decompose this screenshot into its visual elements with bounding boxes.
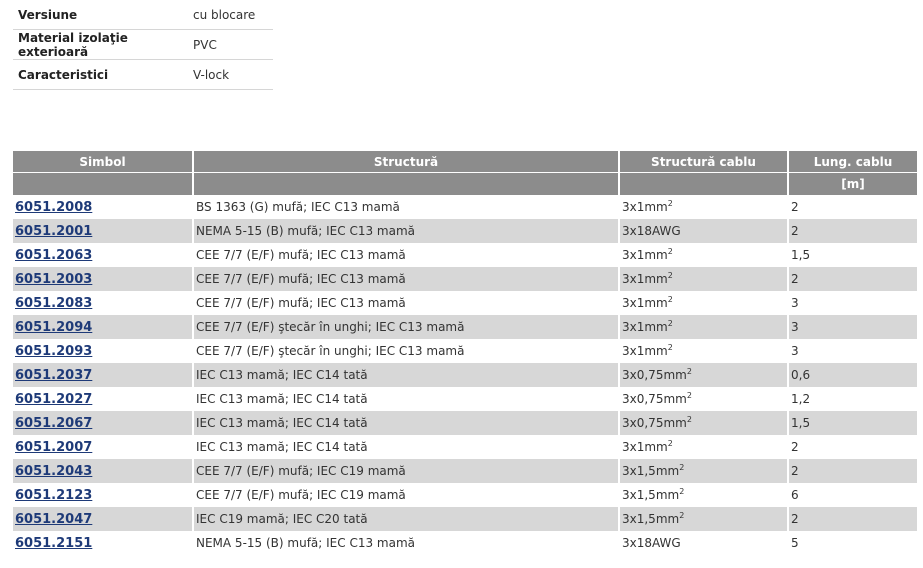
product-symbol-link[interactable]: 6051.2043: [15, 463, 93, 479]
cell-symbol: [13, 363, 193, 387]
header-cable-structure[interactable]: Structură cablu: [619, 151, 788, 173]
cell-cable-length: 6: [788, 483, 917, 507]
product-symbol-link[interactable]: 6051.2001: [15, 223, 93, 239]
product-symbol-link[interactable]: 6051.2123: [15, 487, 93, 503]
cell-symbol: [13, 315, 193, 339]
cable-value: 3x1,5mm: [622, 488, 680, 502]
cell-cable-structure: [619, 267, 788, 291]
product-symbol-link[interactable]: 6051.2067: [15, 415, 93, 431]
cell-cable-length: 1,5: [788, 243, 917, 267]
product-symbol-link[interactable]: 6051.2037: [15, 367, 93, 383]
cell-structure: NEMA 5-15 (B) mufă; IEC C13 mamă: [193, 531, 619, 555]
property-label: Caracteristici: [18, 67, 109, 82]
cable-unit-exponent: 2: [667, 343, 673, 352]
cell-symbol: [13, 243, 193, 267]
cell-cable-structure: [619, 339, 788, 363]
table-row: [13, 459, 917, 483]
cell-cable-length: 1,2: [788, 387, 917, 411]
cell-symbol: [13, 507, 193, 531]
cable-unit-exponent: 2: [686, 415, 692, 424]
header-cable-length[interactable]: Lung. cablu: [788, 151, 917, 173]
cable-unit-exponent: 2: [686, 391, 692, 400]
product-symbol-link[interactable]: 6051.2027: [15, 391, 93, 407]
cell-symbol: [13, 339, 193, 363]
cable-value: 3x0,75mm: [622, 392, 687, 406]
cell-cable-length: 2: [788, 435, 917, 459]
cell-cable-length: 2: [788, 219, 917, 243]
cable-value: 3x18AWG: [622, 224, 681, 238]
product-properties: [13, 0, 273, 90]
cell-structure: CEE 7/7 (E/F) mufă; IEC C13 mamă: [193, 267, 619, 291]
property-label: Versiune: [18, 7, 78, 22]
property-value: PVC: [193, 37, 217, 52]
product-symbol-link[interactable]: 6051.2094: [15, 319, 93, 335]
cable-value: 3x1mm: [622, 248, 668, 262]
cell-cable-structure: [619, 459, 788, 483]
cable-value: 3x1mm: [622, 200, 668, 214]
property-row-version: [13, 0, 273, 30]
product-table: [13, 151, 917, 555]
property-label: Material izolaţie exterioară: [18, 30, 128, 59]
cable-value: 3x18AWG: [622, 536, 681, 550]
cable-value: 3x0,75mm: [622, 368, 687, 382]
product-symbol-link[interactable]: 6051.2047: [15, 511, 93, 527]
cable-value: 3x1mm: [622, 296, 668, 310]
cell-cable-length: 3: [788, 315, 917, 339]
cable-unit-exponent: 2: [679, 487, 685, 496]
cell-cable-length: 2: [788, 459, 917, 483]
table-row: [13, 531, 917, 555]
cell-structure: IEC C19 mamă; IEC C20 tată: [193, 507, 619, 531]
cell-cable-length: 3: [788, 339, 917, 363]
table-subheader-row: [13, 173, 917, 196]
subheader-empty: [619, 173, 788, 196]
cell-symbol: [13, 435, 193, 459]
cell-cable-structure: [619, 195, 788, 219]
cell-cable-structure: [619, 387, 788, 411]
product-symbol-link[interactable]: 6051.2151: [15, 535, 93, 551]
cell-cable-length: 5: [788, 531, 917, 555]
cell-symbol: [13, 267, 193, 291]
cell-structure: IEC C13 mamă; IEC C14 tată: [193, 387, 619, 411]
table-row: [13, 339, 917, 363]
subheader-empty: [193, 173, 619, 196]
cell-structure: IEC C13 mamă; IEC C14 tată: [193, 363, 619, 387]
cell-symbol: [13, 483, 193, 507]
cell-cable-structure: [619, 315, 788, 339]
table-row: [13, 219, 917, 243]
cell-cable-length: 2: [788, 507, 917, 531]
cell-cable-structure: [619, 243, 788, 267]
cable-unit-exponent: 2: [679, 463, 685, 472]
table-row: [13, 387, 917, 411]
cable-value: 3x0,75mm: [622, 416, 687, 430]
subheader-empty: [13, 173, 193, 196]
header-structure[interactable]: Structură: [193, 151, 619, 173]
property-row-features: [13, 60, 273, 90]
product-symbol-link[interactable]: 6051.2093: [15, 343, 93, 359]
subheader-length-unit: [m]: [788, 173, 917, 196]
cell-cable-structure: [619, 219, 788, 243]
table-row: [13, 411, 917, 435]
cell-structure: CEE 7/7 (E/F) mufă; IEC C13 mamă: [193, 243, 619, 267]
cell-symbol: [13, 195, 193, 219]
table-row: [13, 435, 917, 459]
cable-value: 3x1mm: [622, 272, 668, 286]
cable-unit-exponent: 2: [667, 247, 673, 256]
cell-cable-length: 2: [788, 267, 917, 291]
cell-cable-length: 2: [788, 195, 917, 219]
cell-symbol: [13, 291, 193, 315]
cell-cable-structure: [619, 363, 788, 387]
property-value: V-lock: [193, 67, 230, 82]
cell-structure: IEC C13 mamă; IEC C14 tată: [193, 435, 619, 459]
table-row: [13, 291, 917, 315]
cell-structure: CEE 7/7 (E/F) ştecăr în unghi; IEC C13 mamă: [193, 315, 619, 339]
cable-unit-exponent: 2: [667, 295, 673, 304]
cable-unit-exponent: 2: [667, 319, 673, 328]
cable-value: 3x1,5mm: [622, 464, 680, 478]
cell-structure: IEC C13 mamă; IEC C14 tată: [193, 411, 619, 435]
cable-value: 3x1mm: [622, 320, 668, 334]
cable-value: 3x1,5mm: [622, 512, 680, 526]
cable-unit-exponent: 2: [667, 199, 673, 208]
cell-symbol: [13, 387, 193, 411]
cell-structure: CEE 7/7 (E/F) ştecăr în unghi; IEC C13 mamă: [193, 339, 619, 363]
cell-cable-length: 0,6: [788, 363, 917, 387]
cell-cable-structure: [619, 411, 788, 435]
product-symbol-link[interactable]: 6051.2083: [15, 295, 93, 311]
cell-symbol: [13, 219, 193, 243]
header-symbol[interactable]: Simbol: [13, 151, 193, 173]
cable-unit-exponent: 2: [686, 367, 692, 376]
cable-value: 3x1mm: [622, 440, 668, 454]
property-value: cu blocare: [193, 7, 256, 22]
cell-cable-length: 1,5: [788, 411, 917, 435]
cell-structure: CEE 7/7 (E/F) mufă; IEC C19 mamă: [193, 483, 619, 507]
table-row: [13, 315, 917, 339]
product-symbol-link[interactable]: 6051.2007: [15, 439, 93, 455]
table-row: [13, 483, 917, 507]
product-symbol-link[interactable]: 6051.2008: [15, 199, 93, 215]
cell-cable-structure: [619, 435, 788, 459]
cable-value: 3x1mm: [622, 344, 668, 358]
cell-cable-length: 3: [788, 291, 917, 315]
table-row: [13, 267, 917, 291]
cell-structure: NEMA 5-15 (B) mufă; IEC C13 mamă: [193, 219, 619, 243]
cell-structure: BS 1363 (G) mufă; IEC C13 mamă: [193, 195, 619, 219]
cell-cable-structure: [619, 531, 788, 555]
table-body: [13, 195, 917, 555]
table-row: [13, 507, 917, 531]
table-row: [13, 195, 917, 219]
cell-cable-structure: [619, 291, 788, 315]
table-header-row: [13, 151, 917, 173]
cell-symbol: [13, 459, 193, 483]
table-row: [13, 243, 917, 267]
cable-unit-exponent: 2: [667, 271, 673, 280]
cell-cable-structure: [619, 483, 788, 507]
product-symbol-link[interactable]: 6051.2063: [15, 247, 93, 263]
cable-unit-exponent: 2: [679, 511, 685, 520]
cell-structure: CEE 7/7 (E/F) mufă; IEC C19 mamă: [193, 459, 619, 483]
cable-unit-exponent: 2: [667, 439, 673, 448]
cell-structure: CEE 7/7 (E/F) mufă; IEC C13 mamă: [193, 291, 619, 315]
cell-symbol: [13, 531, 193, 555]
property-row-insulation: [13, 30, 273, 60]
cell-symbol: [13, 411, 193, 435]
table-row: [13, 363, 917, 387]
product-symbol-link[interactable]: 6051.2003: [15, 271, 93, 287]
cell-cable-structure: [619, 507, 788, 531]
